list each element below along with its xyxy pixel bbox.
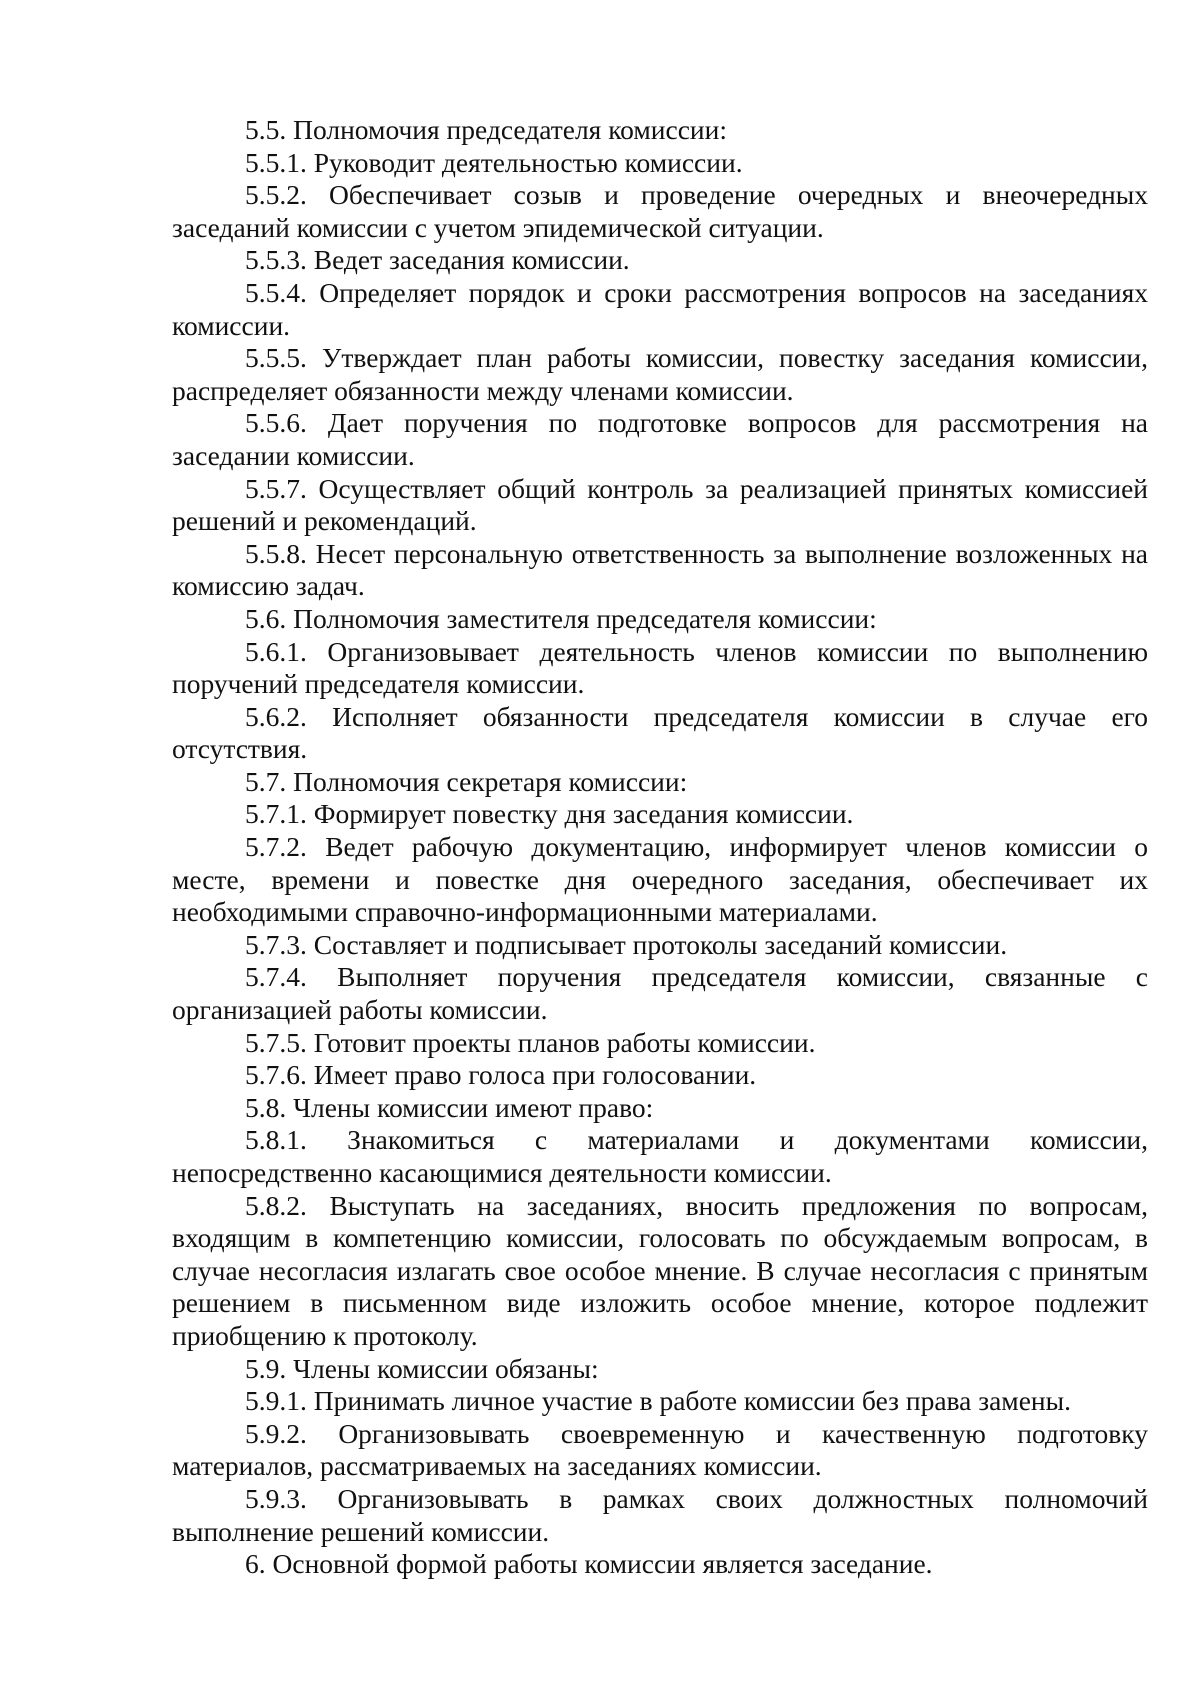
- paragraph-5-7-1: 5.7.1. Формирует повестку дня заседания комиссии.: [245, 798, 854, 830]
- paragraph-5-7-5: 5.7.5. Готовит проекты планов работы комиссии.: [245, 1026, 816, 1058]
- paragraph-5-7: 5.7. Полномочия секретаря комиссии:: [245, 765, 688, 797]
- paragraph-5-6-1: 5.6.1. Организовывает деятельность членов комиссии по выполнению поручений председателя комиссии.: [172, 635, 1148, 700]
- paragraph-5-5-4: 5.5.4. Определяет порядок и сроки рассмотрения вопросов на заседаниях комиссии.: [172, 276, 1148, 341]
- paragraph-5-5-3: 5.5.3. Ведет заседания комиссии.: [245, 244, 630, 276]
- paragraph-5-8-2: 5.8.2. Выступать на заседаниях, вносить предложения по вопросам, входящим в компетенцию комиссии, голосовать по обсуждаемым вопросам, в случае несогласия излагать свое особое мнение. В случае несогласия с принятым решением в письменном виде изложить особое мнение, которое подлежит приобщению к протоколу.: [172, 1189, 1148, 1351]
- paragraph-5-8: 5.8. Члены комиссии имеют право:: [245, 1091, 654, 1123]
- paragraph-5-5-8: 5.5.8. Несет персональную ответственность за выполнение возложенных на комиссию задач.: [172, 537, 1148, 602]
- paragraph-5-7-3: 5.7.3. Составляет и подписывает протоколы заседаний комиссии.: [245, 928, 1008, 960]
- paragraph-5-9-3: 5.9.3. Организовывать в рамках своих должностных полномочий выполнение решений комиссии.: [172, 1482, 1148, 1547]
- paragraph-5-6: 5.6. Полномочия заместителя председателя комиссии:: [245, 602, 877, 634]
- paragraph-5-5: 5.5. Полномочия председателя комиссии:: [245, 114, 727, 145]
- paragraph-5-6-2: 5.6.2. Исполняет обязанности председателя комиссии в случае его отсутствия.: [172, 700, 1148, 765]
- paragraph-5-5-7: 5.5.7. Осуществляет общий контроль за реализацией принятых комиссией решений и рекомендаций.: [172, 472, 1148, 537]
- paragraph-5-9-1: 5.9.1. Принимать личное участие в работе комиссии без права замены.: [245, 1385, 1071, 1417]
- paragraph-6: 6. Основной формой работы комиссии является заседание.: [245, 1548, 933, 1580]
- paragraph-5-5-5: 5.5.5. Утверждает план работы комиссии, повестку заседания комиссии, распределяет обязанности между членами комиссии.: [172, 342, 1148, 406]
- document-page: [172, 114, 1148, 1581]
- paragraph-5-7-2: 5.7.2. Ведет рабочую документацию, информирует членов комиссии о месте, времени и повестке дня очередного заседания, обеспечивает их необходимыми справочно-информационными материалами.: [172, 831, 1148, 928]
- paragraph-5-5-2: 5.5.2. Обеспечивает созыв и проведение очередных и внеочередных заседаний комиссии с учетом эпидемической ситуации.: [172, 179, 1148, 243]
- paragraph-5-9-2: 5.9.2. Организовывать своевременную и качественную подготовку материалов, рассматриваемых на заседаниях комиссии.: [172, 1417, 1148, 1482]
- paragraph-5-7-6: 5.7.6. Имеет право голоса при голосовании.: [245, 1059, 757, 1091]
- paragraph-5-5-1: 5.5.1. Руководит деятельностью комиссии.: [245, 146, 743, 178]
- paragraph-5-9: 5.9. Члены комиссии обязаны:: [245, 1352, 599, 1384]
- paragraph-5-5-6: 5.5.6. Дает поручения по подготовке вопросов для рассмотрения на заседании комиссии.: [172, 407, 1148, 471]
- paragraph-5-7-4: 5.7.4. Выполняет поручения председателя комиссии, связанные с организацией работы комиссии.: [172, 961, 1148, 1026]
- paragraph-5-8-1: 5.8.1. Знакомиться с материалами и документами комиссии, непосредственно касающимися деятельности комиссии.: [172, 1124, 1148, 1188]
